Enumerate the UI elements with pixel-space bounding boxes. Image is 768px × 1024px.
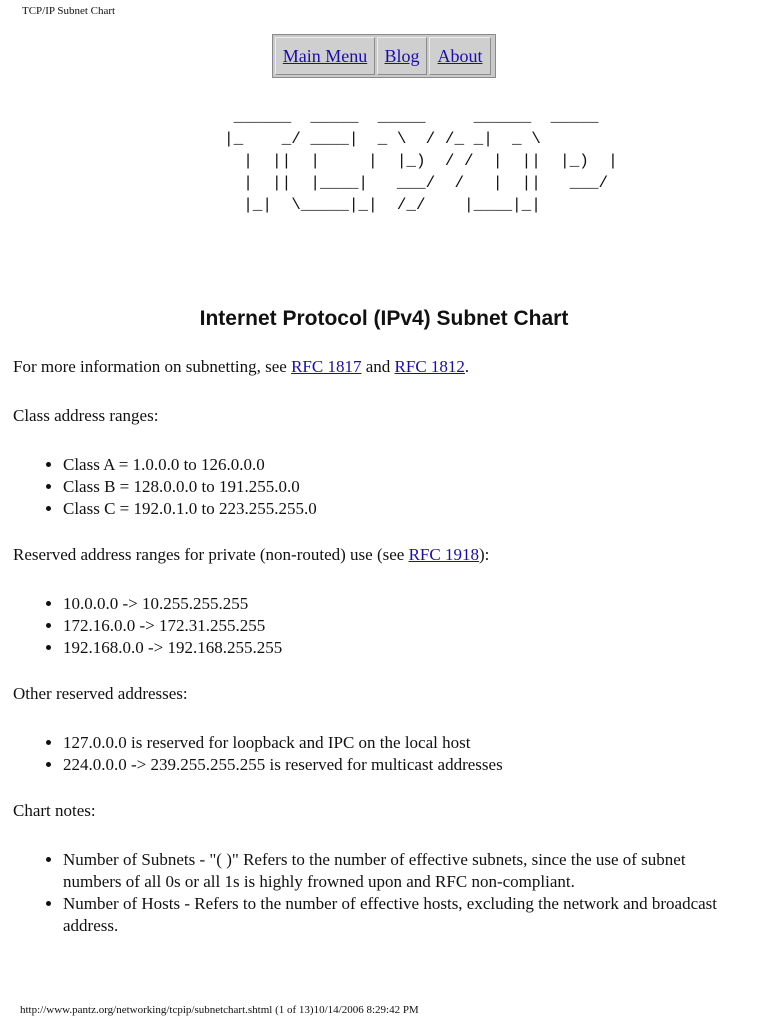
rfc-1817-link[interactable]: RFC 1817 bbox=[291, 357, 362, 376]
ascii-art-line-5: |_| \_____|_| /_/ |____|_| bbox=[224, 196, 541, 214]
ascii-art-line-3: | || | | |_) / / | || |_) | bbox=[224, 152, 618, 170]
list-item-number-of-subnets: • Number of Subnets - "( )" Refers to the number of effective subnets, since the use of subnet numbers of all 0s or all 1s is highly frowned upon and RFC non-compliant. bbox=[63, 849, 748, 893]
list-item-multicast: • 224.0.0.0 -> 239.255.255.255 is reserved for multicast addresses bbox=[63, 754, 748, 776]
list-item-private-172: • 172.16.0.0 -> 172.31.255.255 bbox=[63, 615, 748, 637]
private-ranges-prefix: Reserved address ranges for private (non-routed) use (see bbox=[13, 545, 409, 564]
list-item-class-c: • Class C = 192.0.1.0 to 223.255.255.0 bbox=[63, 498, 748, 520]
nav-cell-main-menu bbox=[275, 37, 375, 75]
list-item-private-192: • 192.168.0.0 -> 192.168.255.255 bbox=[63, 637, 748, 659]
subnetting-info-middle: and bbox=[361, 357, 395, 376]
list-item-private-10: • 10.0.0.0 -> 10.255.255.255 bbox=[63, 593, 748, 615]
ascii-art-line-2: |_ _/ ____| _ \ / /_ _| _ \ bbox=[224, 130, 541, 148]
list-item-class-b: • Class B = 128.0.0.0 to 191.255.0.0 bbox=[63, 476, 748, 498]
subnetting-info-suffix: . bbox=[464, 357, 470, 376]
class-ranges-list bbox=[13, 454, 748, 520]
page-title: Internet Protocol (IPv4) Subnet Chart bbox=[199, 307, 569, 330]
list-item-class-a: • Class A = 1.0.0.0 to 126.0.0.0 bbox=[63, 454, 748, 476]
rfc-1918-link[interactable]: RFC 1918 bbox=[408, 545, 479, 564]
nav-cell-blog bbox=[377, 37, 427, 75]
tcpip-ascii-art bbox=[224, 106, 618, 216]
main-content bbox=[13, 356, 748, 961]
rfc-1812-link[interactable]: RFC 1812 bbox=[394, 357, 465, 376]
other-reserved-list bbox=[13, 732, 748, 776]
blog-link[interactable]: Blog bbox=[384, 45, 420, 66]
list-item-loopback: • 127.0.0.0 is reserved for loopback and IPC on the local host bbox=[63, 732, 748, 754]
other-reserved-label: Other reserved addresses: bbox=[13, 684, 188, 703]
main-menu-link[interactable]: Main Menu bbox=[282, 45, 368, 66]
private-ranges-suffix: ): bbox=[478, 545, 490, 564]
private-ranges-list bbox=[13, 593, 748, 659]
class-ranges-label: Class address ranges: bbox=[13, 406, 159, 425]
list-item-number-of-hosts: • Number of Hosts - Refers to the number of effective hosts, excluding the network and broadcast address. bbox=[63, 893, 748, 937]
nav-cell-about bbox=[429, 37, 491, 75]
chart-notes-list bbox=[13, 849, 748, 937]
ascii-art-line-1: ______ _____ _____ ______ _____ bbox=[224, 108, 609, 126]
ascii-art-line-4: | || |____| ___/ / | || ___/ bbox=[224, 174, 609, 192]
print-footer: http://www.pantz.org/networking/tcpip/subnetchart.shtml (1 of 13)10/14/2006 8:29:42 PM bbox=[20, 1004, 419, 1016]
navigation-menu bbox=[272, 34, 496, 78]
chart-notes-label: Chart notes: bbox=[13, 801, 96, 820]
about-link[interactable]: About bbox=[437, 45, 483, 66]
subnetting-info-paragraph bbox=[13, 356, 748, 378]
subnetting-info-prefix: For more information on subnetting, see bbox=[13, 357, 292, 376]
print-header-title: TCP/IP Subnet Chart bbox=[22, 5, 116, 17]
private-ranges-paragraph bbox=[13, 544, 748, 566]
